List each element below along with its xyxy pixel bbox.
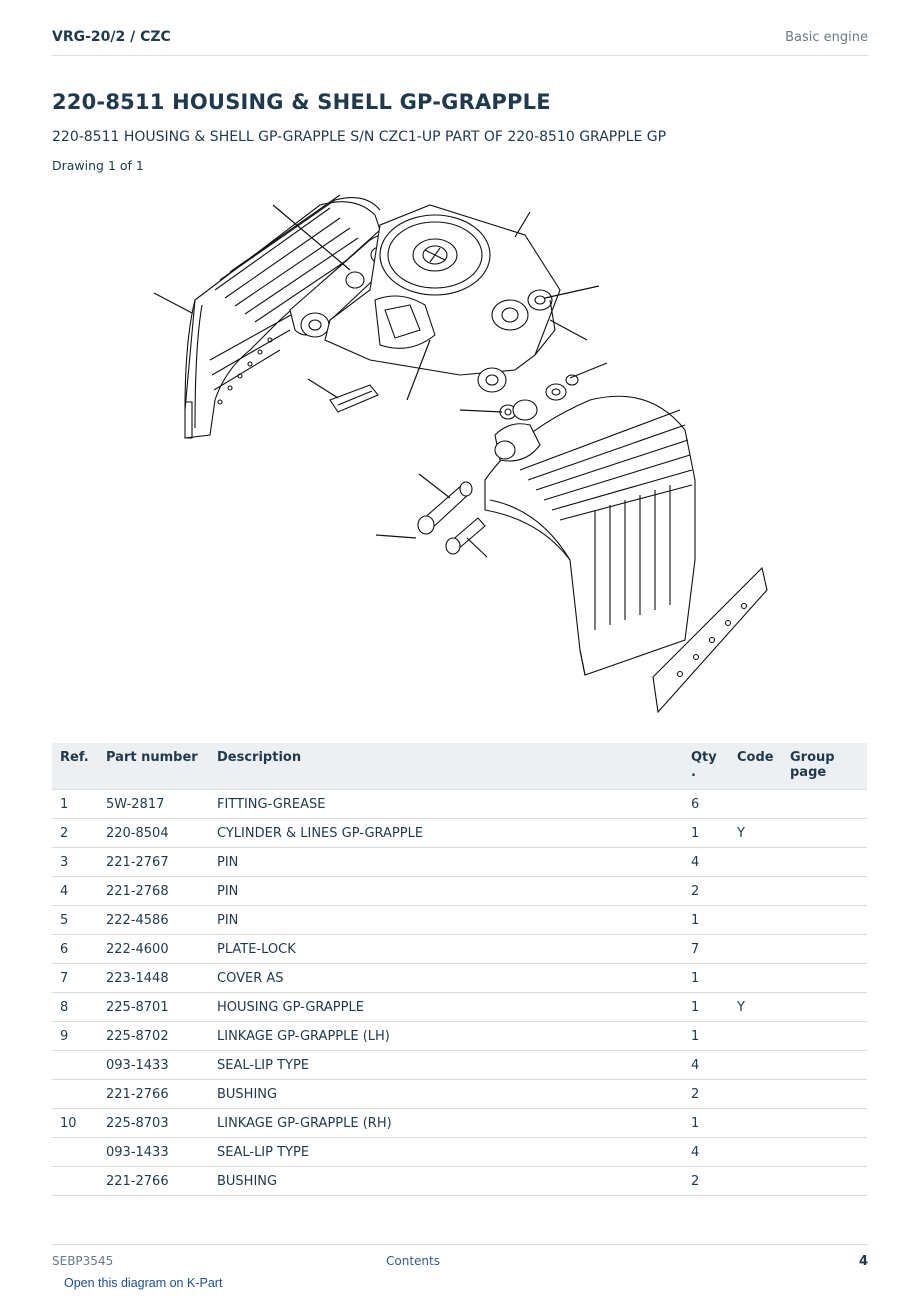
cell-part-number: 225-8701: [98, 993, 209, 1022]
cell-ref: [52, 1051, 98, 1080]
cell-qty: 6: [683, 790, 729, 819]
table-row: [52, 819, 867, 848]
cell-qty: 1: [683, 906, 729, 935]
cell-qty: 4: [683, 848, 729, 877]
table-header-row: [52, 743, 867, 790]
cell-description: CYLINDER & LINES GP-GRAPPLE: [209, 819, 683, 848]
cell-group-page: [782, 790, 867, 819]
cell-group-page: [782, 1167, 867, 1196]
cell-group-page: [782, 993, 867, 1022]
cell-part-number: 221-2767: [98, 848, 209, 877]
cell-qty: 1: [683, 1022, 729, 1051]
cell-code: [729, 935, 782, 964]
table-row: [52, 1109, 867, 1138]
cell-code: [729, 906, 782, 935]
cell-group-page: [782, 1022, 867, 1051]
cell-code: [729, 877, 782, 906]
cell-part-number: 225-8703: [98, 1109, 209, 1138]
cell-group-page: [782, 1051, 867, 1080]
cell-description: SEAL-LIP TYPE: [209, 1051, 683, 1080]
col-ref-header: Ref.: [52, 743, 98, 790]
document-id: SEBP3545: [52, 1254, 114, 1268]
col-qty-header: Qty .: [683, 743, 729, 790]
cell-group-page: [782, 1138, 867, 1167]
cell-ref: 1: [52, 790, 98, 819]
drawing-count: Drawing 1 of 1: [52, 158, 144, 173]
cell-code: Y: [729, 819, 782, 848]
cell-group-page: [782, 848, 867, 877]
cell-code: Y: [729, 993, 782, 1022]
cell-qty: 4: [683, 1051, 729, 1080]
page-subtitle: 220-8511 HOUSING & SHELL GP-GRAPPLE S/N CZC1-UP PART OF 220-8510 GRAPPLE GP: [52, 129, 667, 145]
cell-code: [729, 964, 782, 993]
cell-code: [729, 848, 782, 877]
cell-qty: 2: [683, 1167, 729, 1196]
table-row: [52, 848, 867, 877]
col-description-header: Description: [209, 743, 683, 790]
cell-code: [729, 1109, 782, 1138]
cell-part-number: 221-2766: [98, 1080, 209, 1109]
cell-ref: 7: [52, 964, 98, 993]
parts-table: [52, 743, 867, 1196]
cell-ref: 6: [52, 935, 98, 964]
cell-part-number: 5W-2817: [98, 790, 209, 819]
cell-group-page: [782, 1080, 867, 1109]
cell-ref: 2: [52, 819, 98, 848]
cell-description: LINKAGE GP-GRAPPLE (LH): [209, 1022, 683, 1051]
cell-ref: 10: [52, 1109, 98, 1138]
table-row: [52, 993, 867, 1022]
cell-description: LINKAGE GP-GRAPPLE (RH): [209, 1109, 683, 1138]
table-row: [52, 964, 867, 993]
cell-code: [729, 790, 782, 819]
col-code-header: Code: [729, 743, 782, 790]
page-header: [52, 29, 868, 56]
table-row: [52, 935, 867, 964]
cell-part-number: 222-4586: [98, 906, 209, 935]
cell-part-number: 093-1433: [98, 1051, 209, 1080]
cell-part-number: 220-8504: [98, 819, 209, 848]
col-part-number-header: Part number: [98, 743, 209, 790]
cell-description: BUSHING: [209, 1167, 683, 1196]
model-label: VRG-20/2 / CZC: [52, 29, 171, 45]
right-shell-drawing: [485, 396, 695, 675]
table-row: [52, 1022, 867, 1051]
cell-qty: 2: [683, 877, 729, 906]
cell-description: PLATE-LOCK: [209, 935, 683, 964]
cell-code: [729, 1138, 782, 1167]
cell-part-number: 222-4600: [98, 935, 209, 964]
cell-part-number: 221-2768: [98, 877, 209, 906]
table-row: [52, 1167, 867, 1196]
cell-description: SEAL-LIP TYPE: [209, 1138, 683, 1167]
col-group-page-header: Group page: [782, 743, 867, 790]
cell-ref: 5: [52, 906, 98, 935]
table-row: [52, 1138, 867, 1167]
cell-qty: 4: [683, 1138, 729, 1167]
cell-code: [729, 1167, 782, 1196]
cell-ref: 3: [52, 848, 98, 877]
cell-ref: [52, 1080, 98, 1109]
page-title: 220-8511 HOUSING & SHELL GP-GRAPPLE: [52, 90, 551, 114]
cell-description: COVER AS: [209, 964, 683, 993]
cell-ref: [52, 1167, 98, 1196]
section-label: Basic engine: [785, 30, 868, 45]
cell-qty: 1: [683, 993, 729, 1022]
cell-qty: 1: [683, 1109, 729, 1138]
cell-code: [729, 1022, 782, 1051]
cell-description: PIN: [209, 848, 683, 877]
cell-code: [729, 1051, 782, 1080]
kpart-link[interactable]: Open this diagram on K-Part: [64, 1276, 223, 1290]
cell-part-number: 221-2766: [98, 1167, 209, 1196]
cell-part-number: 223-1448: [98, 964, 209, 993]
cell-qty: 1: [683, 964, 729, 993]
cell-ref: [52, 1138, 98, 1167]
table-row: [52, 790, 867, 819]
cell-part-number: 225-8702: [98, 1022, 209, 1051]
cell-ref: 9: [52, 1022, 98, 1051]
cell-qty: 1: [683, 819, 729, 848]
cell-ref: 8: [52, 993, 98, 1022]
pins-drawing: [418, 482, 485, 554]
table-row: [52, 1051, 867, 1080]
page-footer: [52, 1244, 868, 1275]
cell-group-page: [782, 935, 867, 964]
cell-description: PIN: [209, 877, 683, 906]
table-row: [52, 877, 867, 906]
cell-description: BUSHING: [209, 1080, 683, 1109]
cell-group-page: [782, 906, 867, 935]
cell-qty: 2: [683, 1080, 729, 1109]
cell-group-page: [782, 819, 867, 848]
cell-qty: 7: [683, 935, 729, 964]
cell-ref: 4: [52, 877, 98, 906]
cell-description: PIN: [209, 906, 683, 935]
cell-part-number: 093-1433: [98, 1138, 209, 1167]
cell-description: HOUSING GP-GRAPPLE: [209, 993, 683, 1022]
cell-group-page: [782, 1109, 867, 1138]
plate-lock-drawing: [330, 385, 378, 412]
cell-group-page: [782, 877, 867, 906]
table-row: [52, 1080, 867, 1109]
table-row: [52, 906, 867, 935]
exploded-parts-diagram[interactable]: [140, 180, 780, 725]
cell-group-page: [782, 964, 867, 993]
cell-description: FITTING-GREASE: [209, 790, 683, 819]
contents-link[interactable]: Contents: [386, 1254, 440, 1268]
cell-code: [729, 1080, 782, 1109]
page-number: 4: [858, 1254, 868, 1269]
